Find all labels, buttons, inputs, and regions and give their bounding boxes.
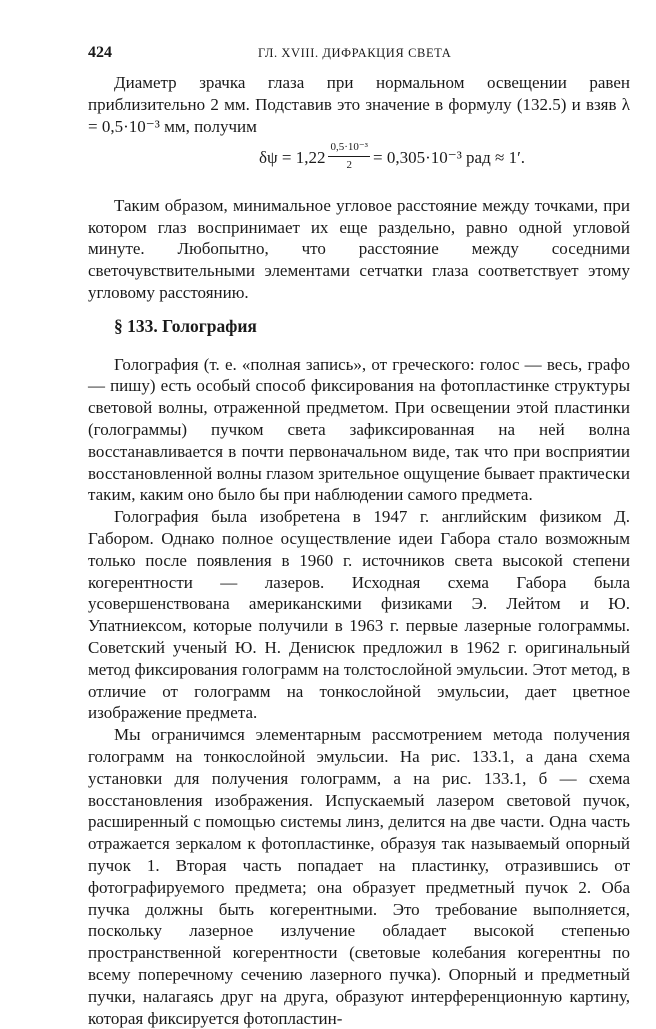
page-body — [88, 72, 630, 1029]
formula-angular-resolution — [154, 141, 630, 173]
running-title: ГЛ. XVIII. ДИФРАКЦИЯ СВЕТА — [258, 46, 452, 60]
page-number: 424 — [88, 44, 112, 61]
formula-fraction — [328, 141, 370, 173]
paragraph-pupil-diameter: Диаметр зрачка глаза при нормальном освещении равен приблизительно 2 мм. Подставив это значение в формулу (132.5) и взяв λ = 0,5·10⁻³ мм, получим — [88, 73, 630, 136]
paragraph-angular-minute: Таким образом, минимальное угловое расстояние между точками, при котором глаз воспринимает их еще раздельно, равно одной угловой минуте. Любопытно, что расстояние между соседними светочувствительными элементами сетчатки глаза соответствует этому угловому расстоянию. — [88, 195, 630, 303]
formula-denominator: 2 — [346, 159, 352, 172]
paragraph-hologram-method: Мы ограничимся элементарным рассмотрением метода получения голограмм на тонкослойной эмульсии. На рис. 133.1, а дана схема установки для получения голограмм, а на рис. 133.1, б — схема восстановления изображения. Испускаемый лазером световой пучок, расширенный с помощью системы линз, делится на две части. Одна часть отражается зеркалом к фотопластинке, образуя так называемый опорный пучок 1. Вторая часть попадает на пластинку, отразившись от фотографируемого предмета; она образует предметный пучок 2. Оба пучка должны быть когерентными. Это требование выполняется, поскольку лазерное излучение обладает высокой степенью пространственной когерентности (световые колебания когерентны по всему поперечному сечению лазерного пучка). Опорный и предметный пучки, налагаясь друг на друга, образуют интерференционную картину, которая фиксируется фотопластин- — [88, 725, 630, 1028]
paragraph-holography-definition: Голография (т. е. «полная запись», от греческого: голос — весь, графо — пишу) есть особый способ фиксирования на фотопластинке структуры световой волны, отраженной предметом. При освещении этой пластинки (голограммы) пучком света зафиксированная на ней волна восстанавливается в почти первоначальном виде, так что при восприятии восстановленной волны глазом зрительное ощущение бывает практически таким, каким оно было бы при наблюдении самого предмета. — [88, 354, 630, 505]
section-title: § 133. Голография — [114, 315, 257, 336]
formula-rhs: = 0,305·10⁻³ рад ≈ 1′. — [372, 147, 526, 167]
paragraph-holography-history: Голография была изобретена в 1947 г. английским физиком Д. Габором. Однако полное осуществление идеи Габора стало возможным только после появления в 1960 г. источников света высокой степени когерентности — лазеров. Исходная схема Габора была усовершенствована американскими физиками Э. Лейтом и Ю. Упатниексом, которые получили в 1963 г. первые лазерные голограммы. Советский ученый Ю. Н. Денисюк предложил в 1962 г. оригинальный метод фиксирования голограмм на толстослойной эмульсии. Этот метод, в отличие от голограмм на тонкослойной эмульсии, дает цветное изображение предмета. — [88, 507, 630, 723]
formula-lhs: δψ = 1,22 — [258, 147, 326, 167]
formula-numerator: 0,5·10⁻³ — [328, 141, 370, 157]
page-header — [88, 44, 630, 66]
